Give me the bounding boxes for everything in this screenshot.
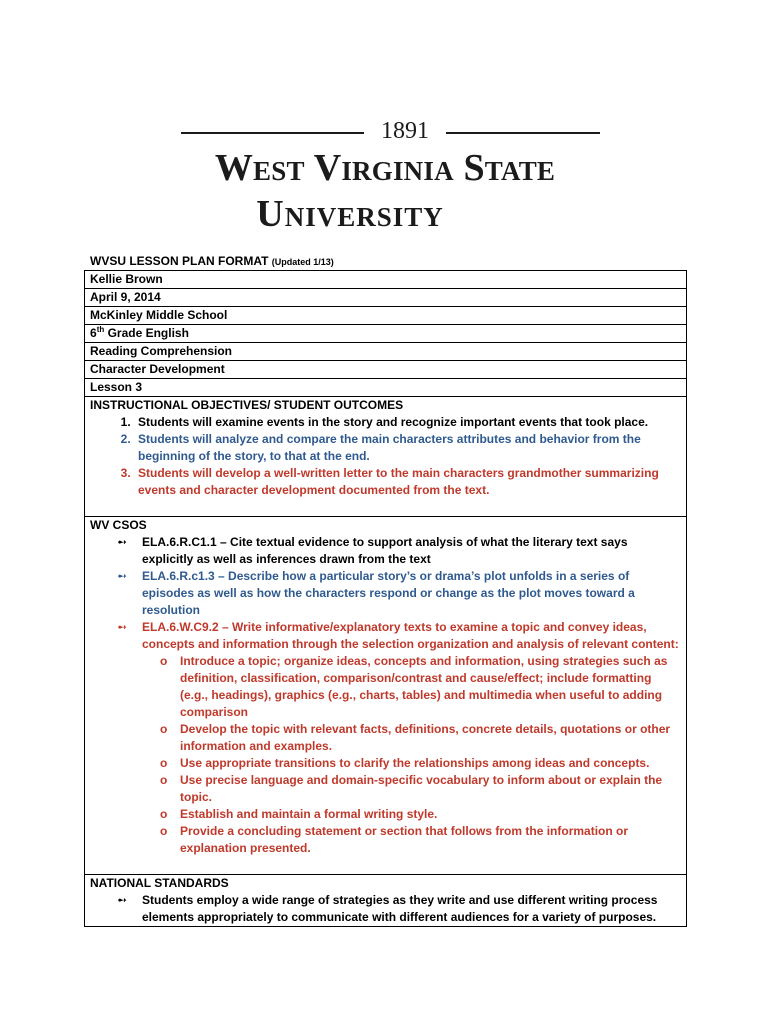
info-row-subject: Reading Comprehension	[85, 343, 687, 361]
objective-item: 3. Students will develop a well-written letter to the main characters grandmother summarizing events and character development documented from the text.	[134, 465, 681, 499]
csos-sub-item: o Use precise language and domain-specific vocabulary to inform about or explain the topic.	[160, 773, 663, 804]
objective-item: 2. Students will analyze and compare the main characters attributes and behavior from the beginning of the story, to that at the end.	[134, 431, 681, 465]
logo-university-name-line2: University	[256, 193, 444, 235]
arrow-bullet-icon: ➻	[117, 620, 128, 634]
info-row-grade: 6th Grade English	[85, 325, 687, 343]
circle-bullet-icon: o	[160, 756, 168, 770]
document-title-updated: (Updated 1/13)	[271, 257, 334, 267]
circle-bullet-icon: o	[160, 824, 168, 838]
info-row-school: McKinley Middle School	[85, 307, 687, 325]
logo-rule-right	[446, 132, 600, 134]
university-logo	[170, 118, 600, 235]
objectives-list	[90, 414, 681, 499]
arrow-bullet-icon: ➻	[117, 535, 128, 549]
csos-section	[85, 517, 687, 875]
circle-bullet-icon: o	[160, 773, 168, 787]
objectives-heading: INSTRUCTIONAL OBJECTIVES/ STUDENT OUTCOMES	[90, 398, 404, 412]
circle-bullet-icon: o	[160, 722, 168, 736]
csos-code: ELA.6.R.C1.1	[142, 535, 217, 549]
logo-rule-left	[181, 132, 364, 134]
info-row-lesson: Lesson 3	[85, 379, 687, 397]
logo-year-row	[170, 118, 600, 148]
document-title: WVSU LESSON PLAN FORMAT (Updated 1/13)	[90, 254, 334, 268]
csos-list	[90, 534, 681, 653]
circle-bullet-icon: o	[160, 807, 168, 821]
circle-bullet-icon: o	[160, 654, 168, 668]
arrow-bullet-icon: ➻	[117, 569, 128, 583]
info-row-topic: Character Development	[85, 361, 687, 379]
logo-year: 1891	[381, 118, 429, 144]
csos-item	[117, 534, 681, 568]
national-standards-heading: NATIONAL STANDARDS	[90, 876, 229, 890]
arrow-bullet-icon: ➻	[117, 893, 128, 907]
csos-sub-item: o Develop the topic with relevant facts, definitions, concrete details, quotations or other information and examples.	[160, 722, 671, 753]
csos-item	[117, 568, 681, 619]
objectives-section	[85, 397, 687, 517]
national-standards-list	[90, 892, 681, 926]
csos-item	[117, 619, 681, 653]
national-standards-item: ➻ Students employ a wide range of strategies as they write and use different writing process elements appropriately to communicate with different audiences for a variety of purposes.	[117, 893, 658, 924]
info-row-teacher: Kellie Brown	[85, 271, 687, 289]
csos-sub-item: o Introduce a topic; organize ideas, concepts and information, using strategies such as definition, classification, comparison/contrast and cause/effect; include formatting (e.g., headings), graphics (e.g., charts, tables) and multimedia when useful to adding comparison	[160, 654, 668, 719]
csos-sub-item: o Use appropriate transitions to clarify the relationships among ideas and concepts.	[160, 756, 650, 770]
csos-sub-item: o Provide a concluding statement or section that follows from the information or explanation presented.	[160, 824, 629, 855]
lesson-plan-document	[84, 253, 687, 927]
objective-item: 1. Students will examine events in the story and recognize important events that took place.	[134, 414, 681, 431]
csos-text: – Write informative/explanatory texts to examine a topic and convey ideas, concepts and information through the selection organization and analysis of relevant content:	[142, 620, 679, 651]
csos-code: ELA.6.R.c1.3	[142, 569, 215, 583]
info-row-date: April 9, 2014	[85, 289, 687, 307]
national-standards-section	[85, 875, 687, 927]
lesson-plan-table	[84, 270, 687, 927]
csos-heading: WV CSOS	[90, 518, 147, 532]
csos-code: ELA.6.W.C9.2	[142, 620, 219, 634]
csos-text: – Cite textual evidence to support analysis of what the literary text says explicitly as well as inferences drawn from the text	[142, 535, 628, 566]
csos-sub-item: o Establish and maintain a formal writing style.	[160, 807, 438, 821]
csos-sub-list	[90, 653, 681, 857]
logo-university-name-line1: West Virginia State	[214, 147, 556, 189]
csos-text: – Describe how a particular story’s or drama’s plot unfolds in a series of episodes as well as how the characters respond or change as the plot moves toward a resolution	[142, 569, 635, 617]
